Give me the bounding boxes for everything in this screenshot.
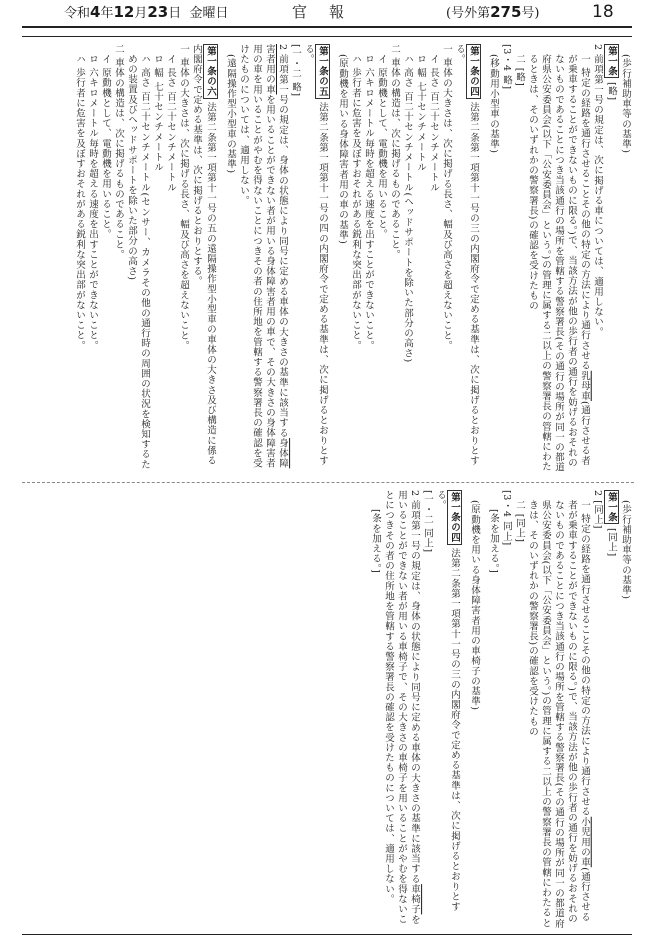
- item: 一 特定の経路を通行させることその他の特定の方法により通行させる小児用の車(通行させる者が乗車することができないものに限る。)で、当該方法が他の歩行者の通行を妨げるおそれのないものであることにつき当該通行の場所を管轄する警察署長(その通行の場所が同一の都道府県公安委員会(以下「公安委員会」という。)の管理に属する二以上の警察署長の管轄にわたるときは、そのいずれかの警察署長)の確認を受けたもの: [527, 499, 590, 929]
- sub-item: イ 長さ 百二十センチメートル: [165, 53, 176, 193]
- article: 第一条の六 法第二条第一項第十一号の五の遠隔操作型小型車の車体の大きさ及び構造に係る内閣府令で定める基準は、次に掲げるとおりとする。: [191, 44, 216, 466]
- sub-item: ロ 六キロメートル毎時を超える速度を出すことができないこと。: [363, 53, 374, 351]
- item: 二 車体の構造は、次に掲げるものであること。: [113, 44, 124, 260]
- item: 二 [略]: [514, 53, 525, 86]
- gazette-title: 官報: [292, 3, 367, 21]
- amended-text-panel: [22, 44, 632, 474]
- article: 第一条の四 法第二条第一項第十一号の三の内閣府令で定める基準は、次に掲げるとおりとする。: [454, 44, 479, 466]
- sub-item: ハ 高さ 百二十センチメートル(ヘッドサポートを除いた部分の高さ): [402, 53, 413, 363]
- article: 第一条の四 法第二条第一項第十一号の三の内閣府令で定める基準は、次に掲げるとおりとする。: [435, 490, 460, 912]
- paragraph: 2 前項第一号の規定は、次に掲げる車については、適用しない。: [592, 44, 603, 338]
- heading: (原動機を用いる身体障害者用の車椅子の基準): [469, 499, 480, 711]
- heading: (遠隔操作型小型車の基準): [225, 53, 236, 174]
- heading: (歩行補助車等の基準): [620, 499, 631, 600]
- sub-item: ハ 歩行者に危害を及ぼすおそれがある鋭利な突出部がないこと。: [74, 53, 85, 351]
- paragraph: 2 前項第一号の規定は、身体の状態により同号に定める車体の大きさの基準に該当する車椅子を用いることができない者が用いる車椅子で、その大きさの車椅子を用いることがやむを得ないことにつきその者の住所地を管轄する警察署長の確認を受けたものについては、適用しない。: [383, 490, 420, 925]
- header-rule: [22, 26, 632, 28]
- item: 二 [同上]: [514, 499, 525, 543]
- item: 一 車体の大きさは、次に掲げる長さ、幅及び高さを超えないこと。: [441, 44, 452, 351]
- gazette-header: [0, 0, 653, 24]
- sub-item: ハ 高さ 百二十センチメートル(センサー、カメラその他の通行時の周囲の状況を検知するための装置及びヘッドサポートを除いた部分の高さ): [126, 53, 150, 470]
- page-number: 18: [592, 2, 614, 22]
- heading: (歩行補助車等の基準): [620, 53, 631, 154]
- issue-date: 令和4年12月23日 金曜日: [64, 3, 229, 21]
- sub-item: イ 長さ 百二十センチメートル: [428, 53, 439, 193]
- column-divider: [22, 482, 634, 483]
- paragraph: 2 前項第一号の規定は、身体の状態により同号に定める車体の大きさの基準に該当する身体障害者用の車を用いることができない者が用いる身体障害者用の車で、その大きさの身体障害者用の車を用いることがやむを得ないことにつきその者の住所地を管轄する警察署長の確認を受けたものについては、適用しない。: [238, 44, 288, 469]
- current-text-panel: [22, 490, 632, 930]
- paragraph: [3・4 略]: [501, 44, 512, 90]
- table-bottom-rule: [22, 934, 632, 935]
- article: 第一条 [略]: [606, 46, 617, 101]
- sub-item: イ 原動機として、電動機を用いること。: [376, 53, 387, 239]
- table-top-rule: [22, 36, 632, 37]
- new-article-note: [条を加える。]: [370, 509, 381, 574]
- sub-item: ロ 幅 七十センチメートル: [415, 53, 426, 172]
- article: 第一条の五 法第二条第一項第十一号の四の内閣府令で定める基準は、次に掲げるとおりとする。: [303, 44, 328, 466]
- issue-number: (号外第275号): [446, 3, 540, 21]
- item: [一・二 同上]: [422, 490, 433, 553]
- paragraph: [3・4 同上]: [501, 490, 512, 546]
- paragraph: 2 [同上]: [592, 490, 603, 530]
- item: 二 車体の構造は、次に掲げるものであること。: [389, 44, 400, 260]
- heading: (原動機を用いる身体障害者用の車の基準): [337, 53, 348, 244]
- sub-item: ロ 幅 七十センチメートル: [152, 53, 163, 172]
- sub-item: ハ 歩行者に危害を及ぼすおそれがある鋭利な突出部がないこと。: [350, 53, 361, 351]
- sub-item: イ 原動機として、電動機を用いること。: [100, 53, 111, 239]
- item: [一・二 略]: [290, 44, 301, 97]
- sub-item: ロ 六キロメートル毎時を超える速度を出すことができないこと。: [87, 53, 98, 351]
- article: 第一条 [同上]: [606, 492, 617, 557]
- item: 一 特定の経路を通行させることその他の特定の方法により通行させる乳母車(通行させる者が乗車することができないものに限る。)で、当該方法が他の歩行者の通行を妨げるおそれのないものであることにつき当該通行の場所を管轄する警察署長(その通行の場所が同一の都道府県公安委員会(以下「公安委員会」という。)の管理に属する二以上の警察署長の管轄にわたるときは、そのいずれかの警察署長)の確認を受けたもの: [527, 53, 590, 472]
- new-article-note: [条を加える。]: [488, 509, 499, 574]
- heading: (移動用小型車の基準): [488, 53, 499, 154]
- item: 一 車体の大きさは、次に掲げる長さ、幅及び高さを超えないこと。: [178, 44, 189, 351]
